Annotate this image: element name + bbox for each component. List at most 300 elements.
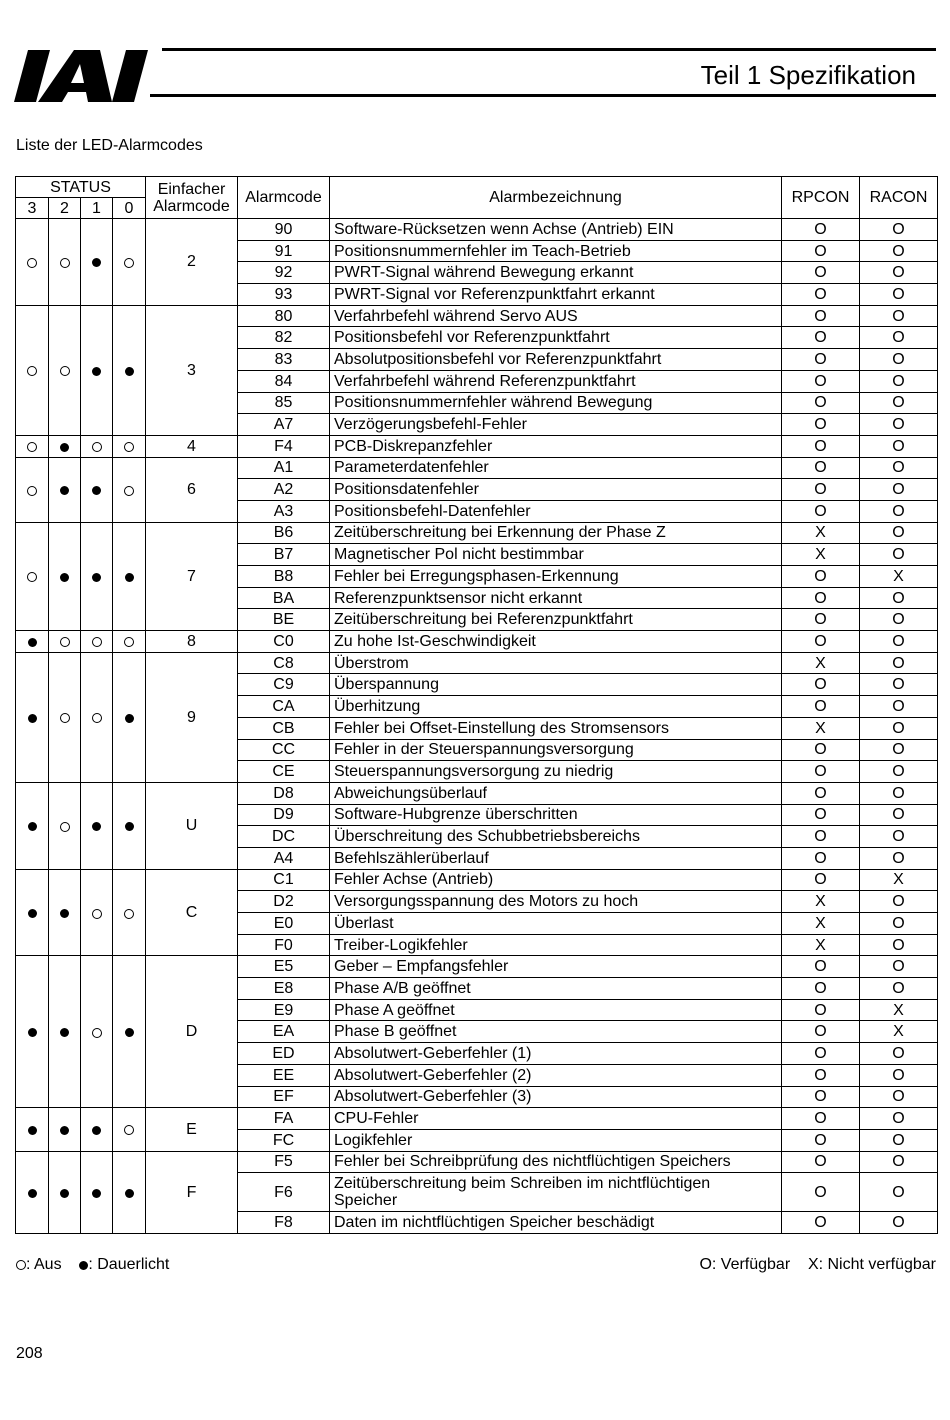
alarm-code-cell: 85 <box>238 392 330 414</box>
status-led-cell <box>81 522 113 630</box>
alarm-code-cell: D9 <box>238 804 330 826</box>
alarm-code-cell: F5 <box>238 1151 330 1173</box>
status-led-cell <box>49 1108 81 1151</box>
racon-cell: O <box>860 262 938 284</box>
rpcon-cell: O <box>782 457 860 479</box>
status-led-cell <box>49 219 81 306</box>
status-led-cell <box>16 782 49 869</box>
racon-cell: O <box>860 891 938 913</box>
alarm-code-cell: B8 <box>238 566 330 588</box>
led-off-icon <box>27 258 37 268</box>
status-led-cell <box>81 305 113 435</box>
rpcon-cell: O <box>782 1108 860 1130</box>
racon-cell: X <box>860 566 938 588</box>
led-on-icon <box>125 367 134 376</box>
racon-cell: O <box>860 826 938 848</box>
alarm-name-cell: Absolutwert-Geberfehler (1) <box>330 1043 782 1065</box>
alarm-name-cell: Verfahrbefehl während Servo AUS <box>330 305 782 327</box>
simple-code-cell: 3 <box>146 305 238 435</box>
alarm-name-cell: Verfahrbefehl während Referenzpunktfahrt <box>330 370 782 392</box>
alarm-code-cell: B6 <box>238 522 330 544</box>
alarm-code-cell: A3 <box>238 500 330 522</box>
status-led-cell <box>81 869 113 956</box>
led-on-icon <box>125 573 134 582</box>
status-led-cell <box>113 457 146 522</box>
alarm-name-cell: Fehler bei Schreibprüfung des nichtflüchtigen Speichers <box>330 1151 782 1173</box>
table-caption: Liste der LED-Alarmcodes <box>16 137 203 154</box>
status-led-cell <box>113 782 146 869</box>
led-off-icon <box>124 909 134 919</box>
status-led-cell <box>16 1151 49 1233</box>
rpcon-cell: O <box>782 999 860 1021</box>
rpcon-cell: O <box>782 609 860 631</box>
status-led-cell <box>16 652 49 782</box>
rpcon-cell: X <box>782 934 860 956</box>
table-row <box>16 457 938 479</box>
racon-cell: O <box>860 847 938 869</box>
alarm-name-cell: Zeitüberschreitung beim Schreiben im nichtflüchtigen Speicher <box>330 1173 782 1212</box>
rpcon-cell: O <box>782 1064 860 1086</box>
alarm-code-cell: A2 <box>238 479 330 501</box>
status-led-cell <box>16 219 49 306</box>
status-led-cell <box>81 1108 113 1151</box>
led-on-icon <box>92 367 101 376</box>
racon-cell: O <box>860 631 938 653</box>
racon-cell: O <box>860 804 938 826</box>
racon-cell: O <box>860 284 938 306</box>
led-on-icon <box>92 822 101 831</box>
racon-cell: O <box>860 913 938 935</box>
status-led-cell <box>49 782 81 869</box>
racon-cell: O <box>860 739 938 761</box>
alarm-name-cell: PWRT-Signal während Bewegung erkannt <box>330 262 782 284</box>
racon-cell: O <box>860 674 938 696</box>
table-row <box>16 1151 938 1173</box>
alarm-code-table <box>15 176 938 1234</box>
status-led-cell <box>16 305 49 435</box>
status-led-cell <box>49 631 81 653</box>
rpcon-cell: O <box>782 782 860 804</box>
led-on-icon <box>60 909 69 918</box>
racon-cell: O <box>860 782 938 804</box>
rpcon-header: RPCON <box>782 177 860 219</box>
racon-cell: O <box>860 392 938 414</box>
rpcon-cell: O <box>782 847 860 869</box>
alarm-name-cell: Geber – Empfangsfehler <box>330 956 782 978</box>
racon-cell: O <box>860 435 938 457</box>
racon-cell: O <box>860 305 938 327</box>
status-led-cell <box>16 869 49 956</box>
led-on-icon <box>28 638 37 647</box>
led-off-icon <box>92 1028 102 1038</box>
status-led-cell <box>81 435 113 457</box>
led-off-icon <box>92 637 102 647</box>
alarm-code-cell: E9 <box>238 999 330 1021</box>
rpcon-cell: O <box>782 349 860 371</box>
alarm-name-cell: Überspannung <box>330 674 782 696</box>
status-led-cell <box>81 956 113 1108</box>
table-row <box>16 782 938 804</box>
alarm-code-cell: E5 <box>238 956 330 978</box>
led-off-icon <box>60 366 70 376</box>
rpcon-cell: O <box>782 631 860 653</box>
rpcon-cell: X <box>782 652 860 674</box>
led-off-icon <box>124 637 134 647</box>
led-off-icon <box>92 713 102 723</box>
status-led-cell <box>49 457 81 522</box>
alarm-name-cell: Zeitüberschreitung bei Erkennung der Phase Z <box>330 522 782 544</box>
status-led-cell <box>113 1151 146 1233</box>
racon-cell: X <box>860 999 938 1021</box>
alarm-name-cell: Überstrom <box>330 652 782 674</box>
legend-available: O: Verfügbar <box>699 1256 791 1273</box>
rpcon-cell: X <box>782 522 860 544</box>
alarm-name-cell: Positionsdatenfehler <box>330 479 782 501</box>
rpcon-cell: O <box>782 739 860 761</box>
led-on-icon <box>125 714 134 723</box>
alarm-name-cell: Phase B geöffnet <box>330 1021 782 1043</box>
led-on-icon <box>92 573 101 582</box>
led-on-icon <box>92 258 101 267</box>
status-led-cell <box>49 869 81 956</box>
rpcon-cell: O <box>782 500 860 522</box>
simple-code-cell: C <box>146 869 238 956</box>
status-led-cell <box>113 1108 146 1151</box>
rpcon-cell: O <box>782 869 860 891</box>
alarm-code-cell: CA <box>238 696 330 718</box>
led-on-icon <box>28 1126 37 1135</box>
racon-cell: O <box>860 414 938 436</box>
alarm-code-cell: F0 <box>238 934 330 956</box>
racon-cell: O <box>860 1108 938 1130</box>
rpcon-cell: O <box>782 1173 860 1212</box>
rpcon-cell: O <box>782 370 860 392</box>
racon-cell: O <box>860 1151 938 1173</box>
rpcon-cell: O <box>782 978 860 1000</box>
alarm-code-cell: E0 <box>238 913 330 935</box>
racon-cell: O <box>860 500 938 522</box>
led-off-icon <box>27 486 37 496</box>
alarm-name-cell: Positionsnummernfehler während Bewegung <box>330 392 782 414</box>
racon-cell: O <box>860 934 938 956</box>
racon-cell: O <box>860 522 938 544</box>
racon-cell: O <box>860 978 938 1000</box>
led-off-icon <box>60 713 70 723</box>
alarm-name-cell: Fehler bei Offset-Einstellung des Stromsensors <box>330 717 782 739</box>
alarm-code-cell: C0 <box>238 631 330 653</box>
alarm-name-cell: Daten im nichtflüchtigen Speicher beschädigt <box>330 1212 782 1234</box>
alarm-code-cell: C9 <box>238 674 330 696</box>
led-off-icon <box>124 486 134 496</box>
rpcon-cell: O <box>782 761 860 783</box>
simple-code-cell: U <box>146 782 238 869</box>
alarm-name-cell: Befehlszählerüberlauf <box>330 847 782 869</box>
alarm-name-cell: Fehler bei Erregungsphasen-Erkennung <box>330 566 782 588</box>
alarm-table-body <box>16 219 938 1234</box>
alarm-code-cell: F6 <box>238 1173 330 1212</box>
status-led-cell <box>49 652 81 782</box>
rpcon-cell: O <box>782 219 860 241</box>
simple-code-cell: F <box>146 1151 238 1233</box>
led-on-icon <box>28 1028 37 1037</box>
racon-cell: O <box>860 349 938 371</box>
rpcon-cell: X <box>782 891 860 913</box>
led-off-icon <box>16 1260 26 1270</box>
status-led-cell <box>81 1151 113 1233</box>
racon-cell: O <box>860 1212 938 1234</box>
racon-cell: O <box>860 1129 938 1151</box>
simple-code-cell: D <box>146 956 238 1108</box>
rpcon-cell: O <box>782 956 860 978</box>
simple-code-cell: 2 <box>146 219 238 306</box>
racon-cell: O <box>860 544 938 566</box>
alarm-code-cell: F8 <box>238 1212 330 1234</box>
led-on-icon <box>60 1189 69 1198</box>
racon-cell: O <box>860 1086 938 1108</box>
legend-not-available: X: Nicht verfügbar <box>807 1256 936 1273</box>
alarm-name-cell: Treiber-Logikfehler <box>330 934 782 956</box>
alarm-code-cell: 83 <box>238 349 330 371</box>
status-led-cell <box>81 631 113 653</box>
racon-cell: O <box>860 761 938 783</box>
rpcon-cell: O <box>782 305 860 327</box>
alarm-name-cell: Parameterdatenfehler <box>330 457 782 479</box>
alarm-name-cell: Absolutpositionsbefehl vor Referenzpunktfahrt <box>330 349 782 371</box>
led-off-icon <box>92 442 102 452</box>
alarm-code-cell: 84 <box>238 370 330 392</box>
alarm-name-cell: Phase A/B geöffnet <box>330 978 782 1000</box>
rpcon-cell: O <box>782 587 860 609</box>
status-header: STATUS <box>16 177 146 198</box>
racon-cell: O <box>860 219 938 241</box>
alarm-code-cell: 82 <box>238 327 330 349</box>
status-led-cell <box>113 869 146 956</box>
status-led-cell <box>49 305 81 435</box>
racon-cell: O <box>860 370 938 392</box>
alarm-code-cell: 91 <box>238 240 330 262</box>
led-on-icon <box>60 1126 69 1135</box>
alarm-code-cell: 80 <box>238 305 330 327</box>
alarm-name-cell: Absolutwert-Geberfehler (3) <box>330 1086 782 1108</box>
led-off-icon <box>60 637 70 647</box>
led-on-icon <box>28 714 37 723</box>
alarm-name-cell: Positionsnummernfehler im Teach-Betrieb <box>330 240 782 262</box>
racon-cell: O <box>860 1043 938 1065</box>
led-on-icon <box>28 909 37 918</box>
led-on-icon <box>125 1028 134 1037</box>
alarm-name-cell: Zeitüberschreitung bei Referenzpunktfahrt <box>330 609 782 631</box>
table-row <box>16 1108 938 1130</box>
status-led-cell <box>16 956 49 1108</box>
led-off-icon <box>27 572 37 582</box>
alarm-code-cell: BA <box>238 587 330 609</box>
table-row <box>16 522 938 544</box>
rpcon-cell: O <box>782 1043 860 1065</box>
alarm-name-cell: Fehler Achse (Antrieb) <box>330 869 782 891</box>
alarm-name-cell: Magnetischer Pol nicht bestimmbar <box>330 544 782 566</box>
alarm-name-cell: Fehler in der Steuerspannungsversorgung <box>330 739 782 761</box>
rpcon-cell: O <box>782 1086 860 1108</box>
status-led-cell <box>16 631 49 653</box>
alarm-code-cell: A1 <box>238 457 330 479</box>
rpcon-cell: X <box>782 544 860 566</box>
led-on-icon <box>60 486 69 495</box>
led-legend <box>16 1256 169 1274</box>
alarm-code-cell: FA <box>238 1108 330 1130</box>
alarm-code-cell: A7 <box>238 414 330 436</box>
status-led-cell <box>49 435 81 457</box>
page-number: 208 <box>16 1345 43 1362</box>
status-led-cell <box>16 522 49 630</box>
status-led-cell <box>81 652 113 782</box>
alarm-code-cell: D2 <box>238 891 330 913</box>
alarm-name-header: Alarmbezeichnung <box>330 177 782 219</box>
table-row <box>16 305 938 327</box>
alarm-code-cell: 90 <box>238 219 330 241</box>
legend-off-label: : Aus <box>26 1256 62 1273</box>
racon-header: RACON <box>860 177 938 219</box>
alarm-code-cell: B7 <box>238 544 330 566</box>
simple-code-cell: E <box>146 1108 238 1151</box>
alarm-code-cell: F4 <box>238 435 330 457</box>
alarm-code-header: Alarmcode <box>238 177 330 219</box>
status-bit-header: 3 <box>16 198 49 219</box>
led-off-icon <box>27 442 37 452</box>
alarm-name-cell: Phase A geöffnet <box>330 999 782 1021</box>
alarm-name-cell: CPU-Fehler <box>330 1108 782 1130</box>
alarm-code-cell: FC <box>238 1129 330 1151</box>
alarm-name-cell: Referenzpunktsensor nicht erkannt <box>330 587 782 609</box>
alarm-code-cell: E8 <box>238 978 330 1000</box>
led-on-icon <box>28 1189 37 1198</box>
alarm-code-cell: 92 <box>238 262 330 284</box>
alarm-name-cell: Abweichungsüberlauf <box>330 782 782 804</box>
table-row <box>16 869 938 891</box>
status-led-cell <box>113 522 146 630</box>
led-on-icon <box>92 1126 101 1135</box>
status-led-cell <box>16 1108 49 1151</box>
rpcon-cell: O <box>782 1021 860 1043</box>
rpcon-cell: O <box>782 327 860 349</box>
table-row <box>16 631 938 653</box>
status-led-cell <box>49 522 81 630</box>
status-led-cell <box>16 435 49 457</box>
rpcon-cell: O <box>782 240 860 262</box>
status-bit-header: 2 <box>49 198 81 219</box>
alarm-name-cell: Software-Hubgrenze überschritten <box>330 804 782 826</box>
alarm-name-cell: PWRT-Signal vor Referenzpunktfahrt erkannt <box>330 284 782 306</box>
simple-code-cell: 8 <box>146 631 238 653</box>
simple-code-cell: 9 <box>146 652 238 782</box>
alarm-name-cell: Positionsbefehl vor Referenzpunktfahrt <box>330 327 782 349</box>
status-led-cell <box>113 305 146 435</box>
led-off-icon <box>124 1125 134 1135</box>
led-off-icon <box>60 822 70 832</box>
alarm-name-cell: Überhitzung <box>330 696 782 718</box>
racon-cell: O <box>860 327 938 349</box>
status-led-cell <box>81 219 113 306</box>
iai-logo-mark <box>14 50 154 102</box>
racon-cell: X <box>860 869 938 891</box>
rpcon-cell: O <box>782 804 860 826</box>
rpcon-cell: X <box>782 913 860 935</box>
alarm-name-cell: Logikfehler <box>330 1129 782 1151</box>
racon-cell: O <box>860 1064 938 1086</box>
status-led-cell <box>113 631 146 653</box>
rpcon-cell: O <box>782 414 860 436</box>
led-off-icon <box>124 442 134 452</box>
simple-code-cell: 4 <box>146 435 238 457</box>
alarm-code-cell: EF <box>238 1086 330 1108</box>
led-on-icon <box>92 1189 101 1198</box>
alarm-name-cell: PCB-Diskrepanzfehler <box>330 435 782 457</box>
alarm-code-cell: C8 <box>238 652 330 674</box>
rpcon-cell: O <box>782 1129 860 1151</box>
rpcon-cell: O <box>782 826 860 848</box>
led-on-icon <box>60 443 69 452</box>
rpcon-cell: O <box>782 479 860 501</box>
led-on-icon <box>60 573 69 582</box>
racon-cell: X <box>860 1021 938 1043</box>
rpcon-cell: X <box>782 717 860 739</box>
status-bit-header: 1 <box>81 198 113 219</box>
simple-code-cell: 7 <box>146 522 238 630</box>
status-led-cell <box>113 435 146 457</box>
availability-legend <box>699 1256 936 1274</box>
alarm-code-cell: 93 <box>238 284 330 306</box>
status-led-cell <box>49 956 81 1108</box>
status-led-cell <box>16 457 49 522</box>
racon-cell: O <box>860 479 938 501</box>
alarm-name-cell: Überlast <box>330 913 782 935</box>
alarm-code-cell: D8 <box>238 782 330 804</box>
rpcon-cell: O <box>782 262 860 284</box>
rpcon-cell: O <box>782 392 860 414</box>
led-off-icon <box>124 258 134 268</box>
racon-cell: O <box>860 717 938 739</box>
rpcon-cell: O <box>782 696 860 718</box>
table-row <box>16 219 938 241</box>
header-rule-top <box>162 48 936 51</box>
table-row <box>16 435 938 457</box>
alarm-code-cell: EE <box>238 1064 330 1086</box>
alarm-name-cell: Positionsbefehl-Datenfehler <box>330 500 782 522</box>
alarm-name-cell: Zu hohe Ist-Geschwindigkeit <box>330 631 782 653</box>
alarm-code-cell: CE <box>238 761 330 783</box>
led-off-icon <box>27 366 37 376</box>
alarm-name-cell: Verzögerungsbefehl-Fehler <box>330 414 782 436</box>
racon-cell: O <box>860 956 938 978</box>
led-on-icon <box>60 1028 69 1037</box>
table-row <box>16 956 938 978</box>
racon-cell: O <box>860 1173 938 1212</box>
led-on-icon <box>28 822 37 831</box>
alarm-name-cell: Steuerspannungsversorgung zu niedrig <box>330 761 782 783</box>
racon-cell: O <box>860 240 938 262</box>
legend-on-label: : Dauerlicht <box>88 1256 170 1273</box>
racon-cell: O <box>860 457 938 479</box>
alarm-code-cell: CC <box>238 739 330 761</box>
rpcon-cell: O <box>782 566 860 588</box>
rpcon-cell: O <box>782 284 860 306</box>
table-row <box>16 652 938 674</box>
header-rule-bottom <box>150 94 936 97</box>
led-on-icon <box>125 1189 134 1198</box>
rpcon-cell: O <box>782 1151 860 1173</box>
status-bit-header: 0 <box>113 198 146 219</box>
racon-cell: O <box>860 587 938 609</box>
iai-logo <box>14 50 154 102</box>
